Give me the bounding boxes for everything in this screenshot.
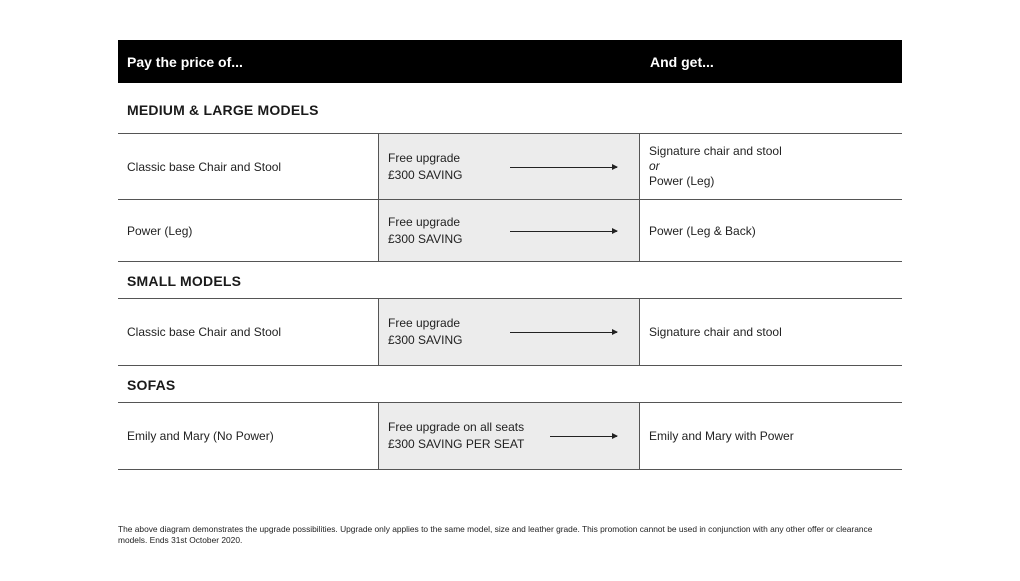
to-cell: Power (Leg & Back) [649, 223, 756, 238]
offer-cell: Free upgrade £300 SAVING [378, 200, 640, 261]
upgrade-table [118, 40, 902, 470]
table-row [118, 403, 902, 470]
from-cell: Classic base Chair and Stool [127, 325, 282, 339]
from-cell: Power (Leg) [127, 223, 193, 238]
arrow-right-icon [510, 231, 617, 232]
table-header [118, 40, 902, 83]
table-row [118, 200, 902, 262]
arrow-right-icon [550, 436, 617, 437]
offer-cell: Free upgrade on all seats £300 SAVING PER SEAT [378, 403, 640, 469]
header-and-get: And get... [650, 54, 714, 70]
header-pay-price: Pay the price of... [127, 54, 243, 70]
to-cell: Signature chair and stool [649, 325, 782, 339]
table-row [118, 299, 902, 366]
offer-cell: Free upgrade £300 SAVING [378, 299, 640, 365]
section-title-medium-large: MEDIUM & LARGE MODELS [118, 83, 902, 134]
arrow-right-icon [510, 167, 617, 168]
section-title-small: SMALL MODELS [118, 262, 902, 299]
footnote: The above diagram demonstrates the upgrade possibilities. Upgrade only applies to the same model, size and leather grade. This promotion cannot be used in conjunction with any other offer or clearance models. Ends 31st October 2020. [118, 524, 873, 545]
to-cell: Emily and Mary with Power [649, 429, 794, 443]
arrow-right-icon [510, 332, 617, 333]
to-cell: Signature chair and stool or Power (Leg) [649, 144, 782, 188]
offer-cell: Free upgrade £300 SAVING [378, 134, 640, 199]
from-cell: Classic base Chair and Stool [127, 159, 282, 174]
from-cell: Emily and Mary (No Power) [127, 429, 274, 443]
table-row [118, 134, 902, 200]
section-title-sofas: SOFAS [118, 366, 902, 403]
